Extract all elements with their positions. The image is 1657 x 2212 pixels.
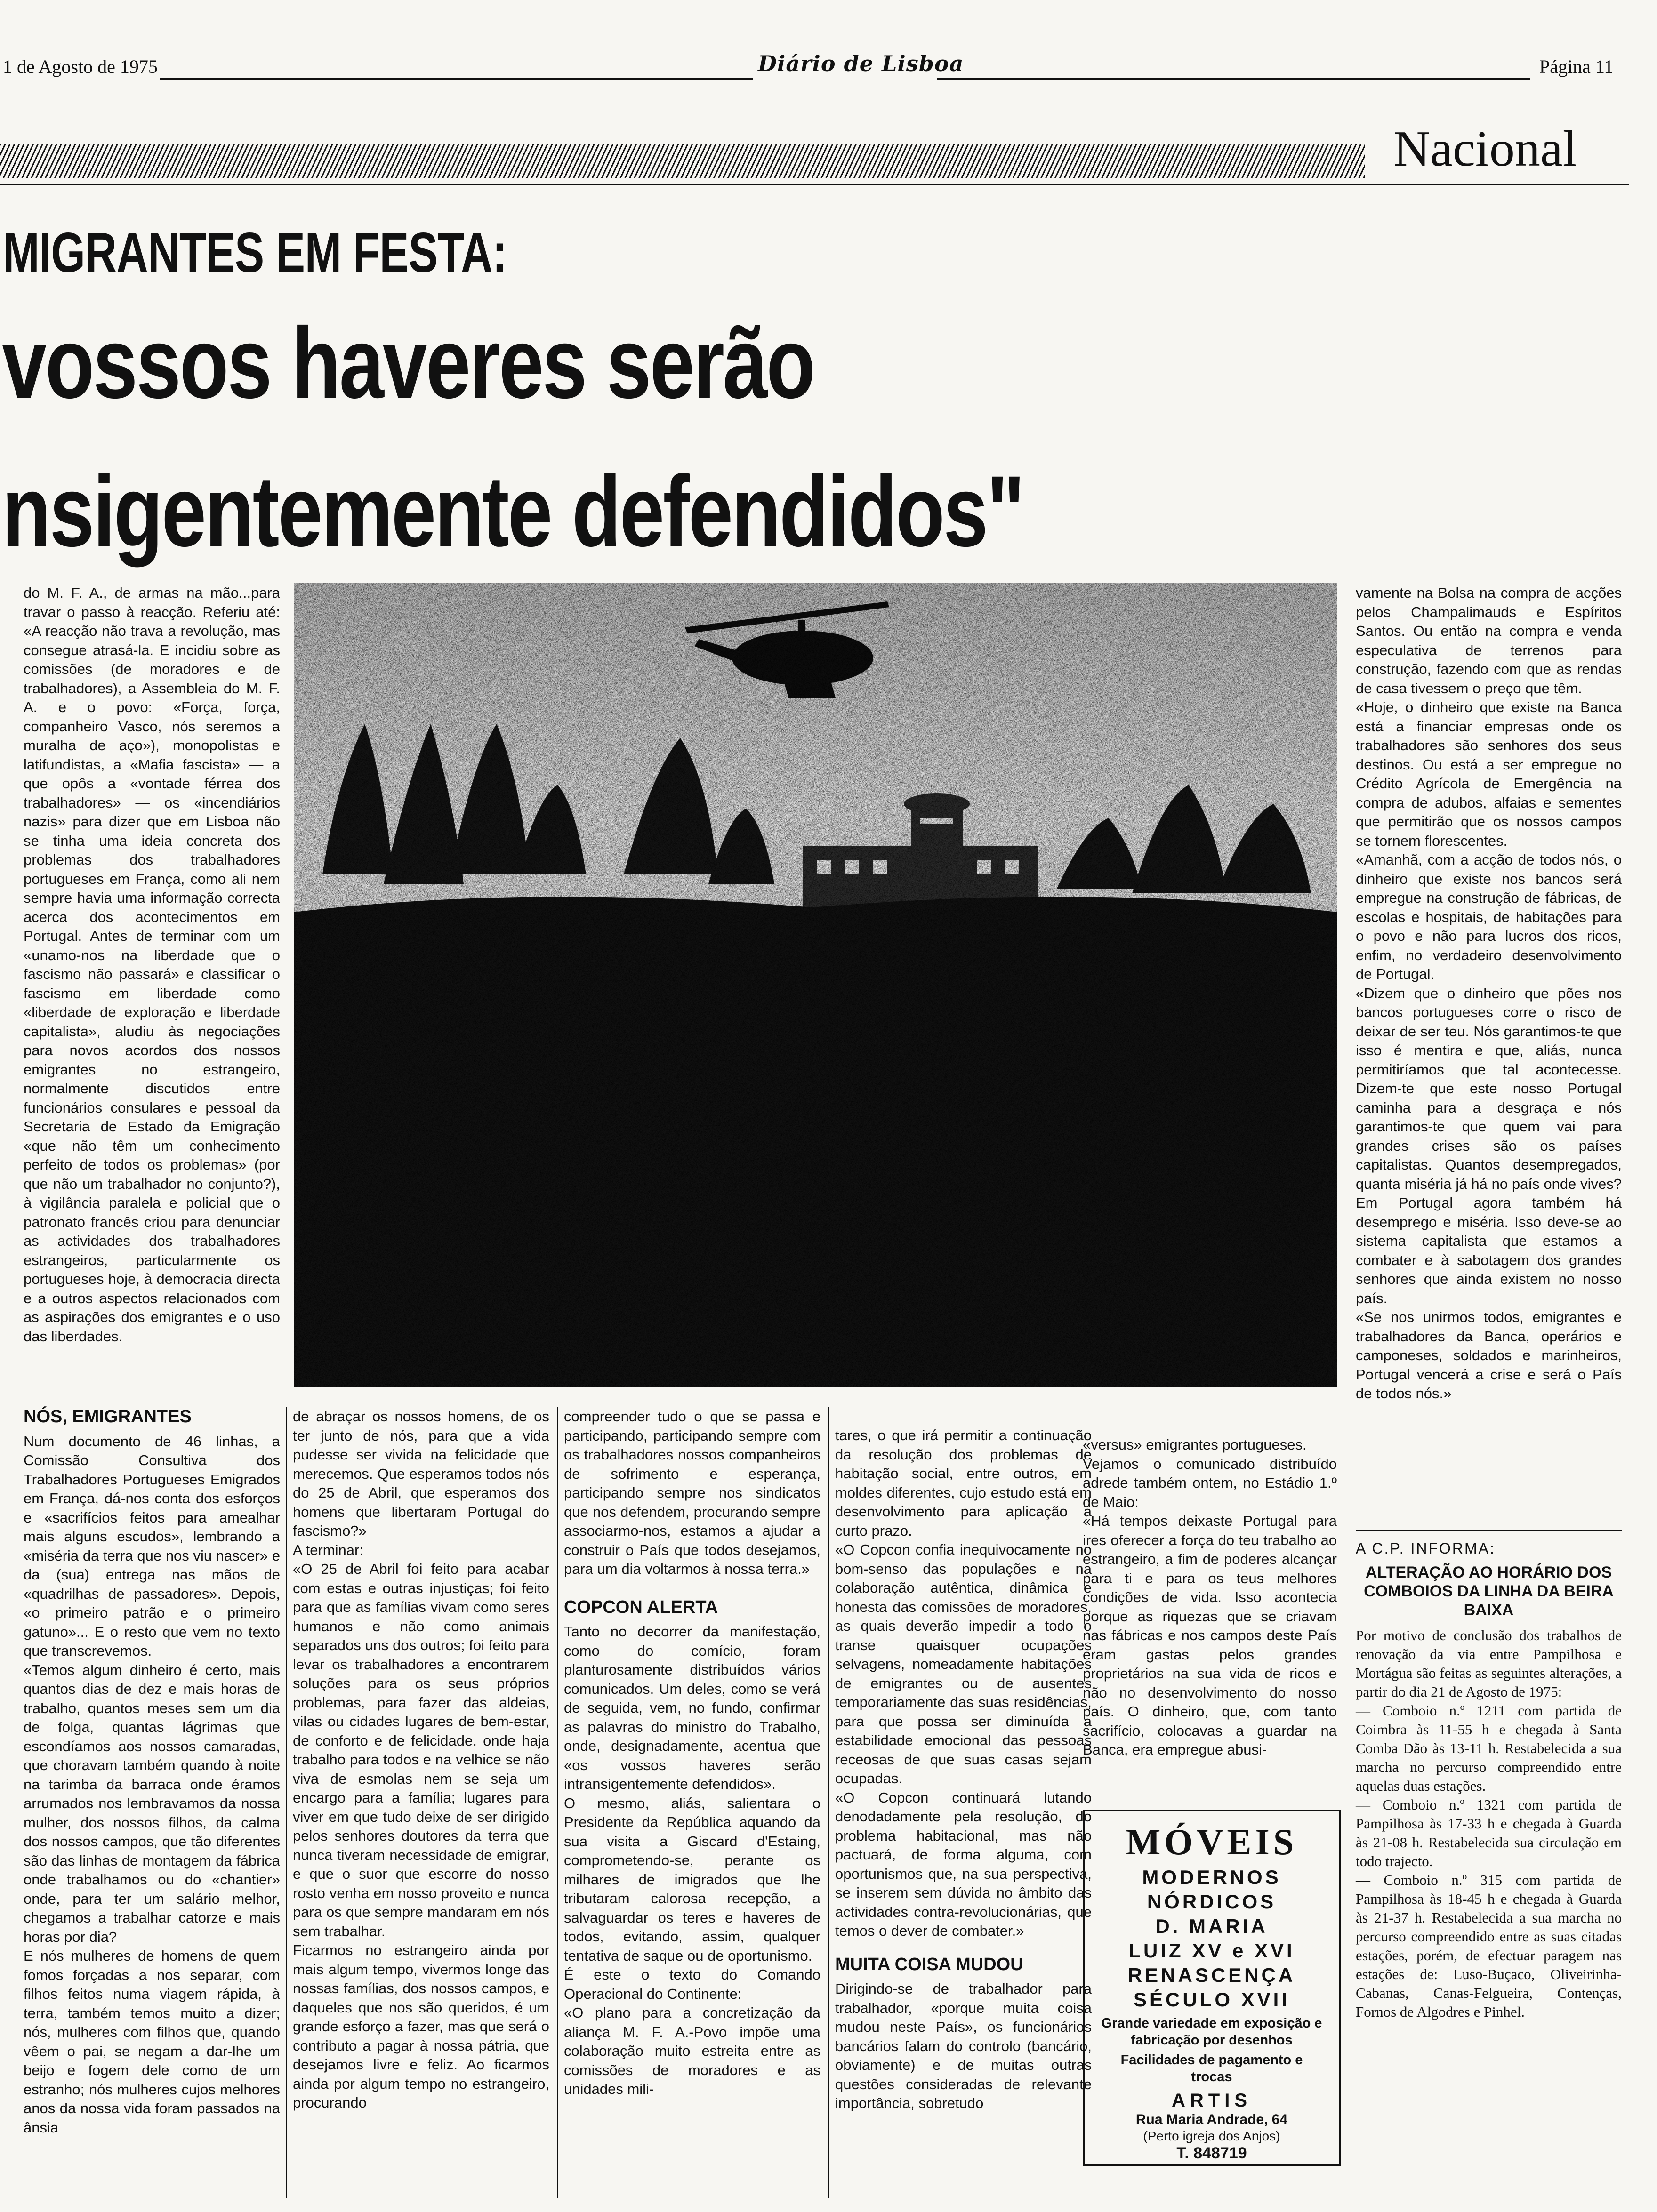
column-divider-1 [286,1407,287,2198]
news-photo [294,583,1337,1387]
cp-notice [1356,1539,1622,2021]
ad-title: MÓVEIS [1126,1821,1298,1862]
column-3-top-text: compreender tudo o que se passa e participando, participando sempre com os trabalhadores nossos companheiros de sofrimento e esperança, participando sempre nos sindicatos que nos defendem, procurando sempre associarmo-nos, estamos a ajudar a construir o País que todos desejamos, para um dia voltarmos à nossa terra.» [564,1408,820,1577]
section-title: Nacional [1393,121,1577,177]
column-divider-3 [828,1407,829,2198]
column-5-text: «versus» emigrantes portugueses. Vejamos o comunicado distribuído adrede também ontem, no Estádio 1.º de Maio: «Há tempos deixaste Portugal para ires oferecer a força do teu trabalho ao estrangeiro, a fim de poderes alcançar para ti e para os teus melhores condições de vida. Isso acontecia porque as riquezas que se criavam nas fábricas e nos campos deste País eram gastas pelos grandes proprietários na sua vida de ricos e não no desenvolvimento do nosso país. O dinheiro, que, com tanto sacrifício, colocavas a guardar na Banca, era empregue abusi- [1083,1436,1337,1758]
ad-line: LUIZ XV e XVI [1128,1940,1295,1962]
ad-line: D. MARIA [1155,1915,1268,1937]
column-4 [835,1426,1092,2113]
column-1-bottom [24,1407,280,2137]
column-6 [1356,584,1622,1403]
ad-styles [1085,1865,1339,2012]
column-6-text: vamente na Bolsa na compra de acções pelos Champalimauds e Espíritos Santos. Ou então na compra e venda especulativa de terrenos para construção, fazendo com que as rendas de casa tivessem o preço que têm. «Hoje, o dinheiro que existe na Banca está a financiar empresas onde os trabalhadores são senhores dos seus destinos. Ou está a ser empregue no Crédito Agrícola de Emergência na compra de adubos, alfaias e sementes que permitirão que os nossos campos se tornem florescentes. «Amanhã, com a acção de todos nós, o dinheiro que existe nos bancos será empregue na construção de fábricas, de escolas e hospitais, de habitações para o povo e não para lucros dos ricos, enfim, no verdadeiro desenvolvimento de Portugal. «Dizem que o dinheiro que pões nos bancos portugueses corre o risco de deixar de ser teu. Nós garantimos-te que isso é mentira e que, aliás, nunca permitiríamos que tal acontecesse. Dizem-te que este nosso Portugal caminha para a desgraça e nós garantimos-te que quem vai para grandes crises são os países capitalistas. Quantos desempregados, quanta miséria já há no país onde vives? Em Portugal agora também há desemprego e miséria. Isso deve-se ao sistema capitalista que estamos a combater e à sabotagem dos grandes senhores que ainda existem no nosso país. «Se nos unirmos todos, emigrantes e trabalhadores da Banca, operários e camponeses, soldados e marinheiros, Portugal vencerá a crise e será o País de todos nós.» [1356,585,1622,1402]
column-4-bottom-text: Dirigindo-se de trabalhador para trabalhador, «porque muita coisa mudou neste País», os funcionários bancários falam do controlo (bancário, obviamente) e de muitas outras questões consideradas de relevante importância, sobretudo [835,1980,1092,2111]
column-1-top-text: do M. F. A., de armas na mão...para travar o passo à reacção. Referiu até: «A reacção não trava a revolução, mas consegue atrasá-la. E incidiu sobre as comissões (de moradores e de trabalhadores), a Assembleia do M. F. A. e o povo: «Força, força, companheiro Vasco, nós seremos a muralha de aço»), monopolistas e latifundistas, a «Mafia fascista» — a que opôs a «vontade férrea dos trabalhadores» — os «incendiários nazis» para dizer que em Lisboa não se tinha uma ideia concreta dos problemas dos trabalhadores portugueses em França, como ali nem sempre havia uma informação correcta acerca dos acontecimentos em Portugal. Antes de terminar com um «unamo-nos na liberdade que o fascismo não passará» e classificar o fascismo em liberdade como «liberdade de exploração e liberdade capitalista», aludiu às negociações para novos acordos dos nossos emigrantes no estrangeiro, normalmente discutidos entre funcionários consulares e pessoal da Secretaria de Estado da Emigração «que não têm um conhecimento perfeito de todos os problemas» (por que não um trabalhador no conjunto?), à vigilância paralela e policial que o patronato francês criou para denunciar as actividades dos trabalhadores estrangeiros, particularmente os portugueses hoje, à democracia directa e a outros aspectos relacionados com as aspirações dos emigrantes e o uso das liberdades. [24,585,280,1345]
headline-line-2: nsigentemente defendidos" [2,455,1024,568]
column-3 [564,1407,820,2099]
column-3-bottom-text: Tanto no decorrer da manifestação, como do comício, foram planturosamente distribuídos vários comunicados. Um deles, como se verá de seguida, vem, no fundo, confirmar as palavras do ministro do Trabalho, onde, designadamente, acentua que «os vossos haveres serão intransigentemente defendidos». O mesmo, aliás, salientara o Presidente da República aquando da sua visita a Giscard d'Estaing, comprometendo-se, perante os milhares de imigrados que lhe tributaram calorosa recepção, a salvaguardar os teres e haveres de todos, evitando, assim, qualquer tentativa de saque ou de oportunismo. É este o texto do Comando Operacional do Continente: «O plano para a concretização da aliança M. F. A.-Povo impõe uma colaboração muito estreita entre as comissões de moradores e as unidades mili- [564,1623,820,2097]
ad-address-2: (Perto igreja dos Anjos) [1143,2129,1280,2143]
ad-address: Rua Maria Andrade, 64 [1135,2112,1288,2127]
column-2 [293,1407,549,2113]
ad-line: NÓRDICOS [1147,1891,1277,1913]
furniture-ad [1083,1810,1341,2166]
column-5 [1083,1435,1337,1760]
column-1-top [24,584,280,1346]
ad-line: MODERNOS [1142,1866,1281,1888]
cp-kicker: A C.P. INFORMA: [1356,1540,1496,1557]
photo-helicopter-crowd [294,583,1337,1387]
cp-title: ALTERAÇÃO AO HORÁRIO DOS COMBOIOS DA LINHA DA BEIRA BAIXA [1364,1563,1614,1619]
column-4-top-text: tares, o que irá permitir a continuação da resolução dos problemas de habitação social, entre outros, em moldes diferentes, cujo estudo está em desenvolvimento para aplicação a curto prazo. «O Copcon confia inequivocamente no bom-senso das populações e na colaboração autêntica, dinâmica e honesta das comissões de moradores, as quais deverão impedir a todo o transe quaisquer ocupações selvagens, nomeadamente habitações de emigrantes ou de ausentes temporariamente das suas residências, para que possa ser diminuída a estabilidade emocional das pessoas receosas de que suas casas sejam ocupadas. «O Copcon continuará lutando denodadamente pela resolução, do problema habitacional, mas não pactuará, de forma alguma, com oportunismos que, na sua perspectiva, se inserem sem dúvida no âmbito das actividades contra-revolucionárias, que temos o dever de combater.» [835,1427,1092,1939]
column-divider-2 [557,1407,558,2198]
header-rule-right [937,78,1530,80]
ad-desc-2: Facilidades de pagamento e trocas [1120,2052,1303,2084]
kicker: MIGRANTES EM FESTA: [3,221,507,284]
masthead: Diário de Lisboa [758,51,964,76]
cp-body: Por motivo de conclusão dos trabalhos de renovação da via entre Pampilhosa e Mortágua são feitas as seguintes alterações, a partir do dia 21 de Agosto de 1975: — Comboio n.º 1211 com partida de Coimbra às 11-55 h e chegada à Santa Comba Dão às 13-11 h. Restabelecida a sua marcha no percurso compreendido entre aquelas duas estações. — Comboio n.º 1321 com partida de Pampilhosa às 17-33 h e chegada à Guarda às 21-08 h. Restabelecida sua circulação em todo trajecto. — Comboio n.º 315 com partida de Pampilhosa às 18-45 h e chegada à Guarda às 21-37 h. Restabelecida a sua marcha no percurso compreendido entre as suas citadas estações, porém, de efectuar paragem nas estações de: Luso-Buçaco, Oliveirinha-Cabanas, Canas-Felgueira, Contenças, Fornos de Algodres e Pinhel. [1356,1627,1622,2020]
page-number: Página 11 [1539,56,1614,77]
column-2-text: de abraçar os nossos homens, de os ter junto de nós, para que a vida pudesse ser vivida na felicidade que merecemos. Que esperamos todos nós do 25 de Abril, que esperamos dos homens que libertaram Portugal do fascismo?» A terminar: «O 25 de Abril foi feito para acabar com estas e outras injustiças; foi feito para que as famílias vivam como seres humanos e não como animais separados uns dos outros; foi feito para levar os trabalhadores a encontrarem soluções para os seus próprios problemas, para fazer das aldeias, vilas ou cidades lugares de bem-estar, de conforto e de felicidade, onde haja trabalho para todos e na velhice se não viva de esmolas nem se seja um encargo para a família; lugares para viver em que tudo deixe de ser dirigido pelos senhores doutores da terra que nunca tiveram necessidade de emigrar, e que o suor que escorre do nosso rosto venha em nosso proveito e nunca para os que sempre mandaram em nós sem trabalhar. Ficarmos no estrangeiro ainda por mais algum tempo, vivermos longe das nossas famílias, dos nossos campos, e daqueles que nos são queridos, é um grande esforço a fazer, mas que será o contributo a pagar à nossa pátria, que desejamos livre e feliz. Ao ficarmos ainda por algum tempo no estrangeiro, procurando [293,1408,549,2111]
header-rule-left [160,78,753,80]
subhead-copcon-alerta: COPCON ALERTA [564,1597,718,1617]
column-1-bottom-text: Num documento de 46 linhas, a Comissão Consultiva dos Trabalhadores Portugueses Emigrados em França, dá-nos conta dos esforços e «sacrifícios feitos para amealhar mais alguns escudos», lembrando a «miséria da terra que nos viu nascer» e da (sua) entrega nas mãos de «quadrilhas de passadores». Depois, «o primeiro patrão e o primeiro gatuno»... E o resto que vem no texto que transcrevemos. «Temos algum dinheiro é certo, mais quantos dias de dez e mais horas de trabalho, quantos meses sem um dia de folga, quantas lágrimas que escondíamos aos nossos camaradas, que choravam também quando à noite na tarimba da barraca onde éramos arrumados nos lembravamos da nossa mulher, dos nossos filhos, da calma dos nossos campos, que tão diferentes são das linhas de montagem da fábrica onde trabalhamos ou do «chantier» onde, para ter um salário melhor, chegamos a trabalhar catorze e mais horas por dia? E nós mulheres de homens de quem fomos forçadas a nos separar, com filhos feitos numa viagem rápida, à terra, também temos muito a dizer; nós, mulheres com filhos que, quando vêem o pai, se negam a dar-lhe um beijo e fogem dele como de um estranho; nós mulheres cujos melhores anos da nossa vida foram passados na ânsia [24,1433,280,2136]
cp-box-rule [1356,1530,1622,1531]
section-hatch [0,144,1365,178]
headline-line-1: vossos haveres serão [2,307,814,419]
issue-date: 1 de Agosto de 1975 [3,56,158,77]
subhead-nos-emigrantes: NÓS, EMIGRANTES [24,1407,192,1427]
ad-phone: T. 848719 [1176,2144,1247,2162]
ad-desc-1: Grande variedade em exposição e fabricação por desenhos [1101,2016,1322,2048]
ad-line: SÉCULO XVII [1133,1988,1290,2011]
ad-brand: ARTIS [1172,2090,1252,2111]
subhead-muita-coisa-mudou: MUITA COISA MUDOU [835,1954,1023,1974]
ad-line: RENASCENÇA [1127,1964,1296,1986]
section-rule [0,184,1629,185]
